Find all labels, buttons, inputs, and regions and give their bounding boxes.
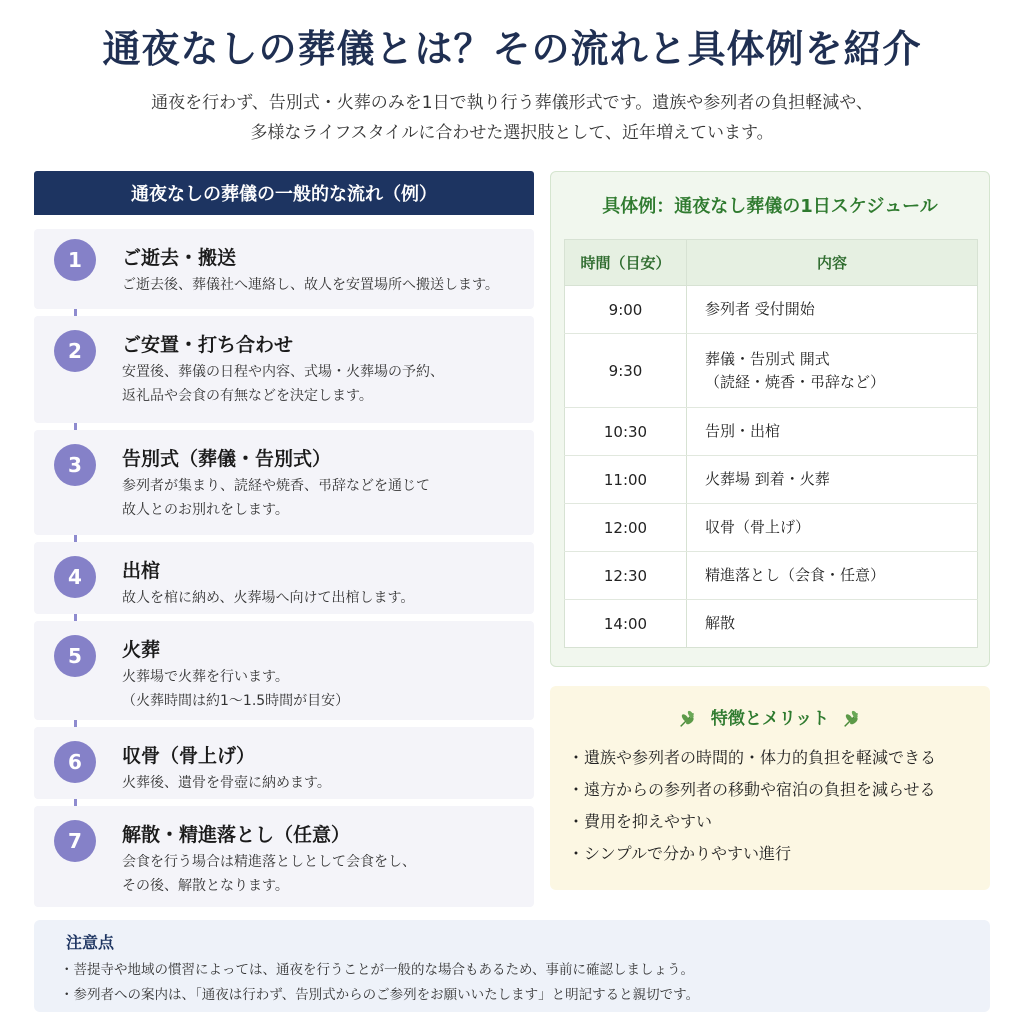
- step-description: 参列者が集まり、読経や焼香、弔辞などを通じて: [122, 478, 430, 494]
- notes-title: 注意点: [66, 933, 115, 952]
- schedule-content: [687, 408, 978, 456]
- schedule-time: 14:00: [565, 600, 687, 648]
- schedule-content-line: 火葬場 到着・火葬: [705, 470, 830, 488]
- notes-list: [60, 958, 699, 1008]
- table-row: [565, 504, 978, 552]
- step-description: 火葬場で火葬を行います。: [122, 669, 289, 685]
- list-item: ・シンプルで分かりやすい進行: [568, 844, 791, 863]
- schedule-table: [564, 239, 978, 648]
- schedule-content: [687, 286, 978, 334]
- list-item: ・遠方からの参列者の移動や宿泊の負担を減らせる: [568, 780, 936, 799]
- schedule-content-line: 参列者 受付開始: [705, 300, 815, 318]
- schedule-content: [687, 504, 978, 552]
- step-title: 火葬: [122, 639, 161, 661]
- subtitle-line: 通夜を行わず、告別式・火葬のみを1日で執り行う葬儀形式です。遺族や参列者の負担軽減や、: [151, 93, 873, 113]
- schedule-content: [687, 600, 978, 648]
- step-number-badge: 6: [54, 741, 96, 783]
- step-title: 告別式（葬儀・告別式）: [122, 448, 332, 470]
- column-header-content: 内容: [687, 240, 978, 286]
- schedule-content-line: 精進落とし（会食・任意）: [705, 566, 886, 584]
- flow-header: 通夜なしの葬儀の一般的な流れ（例）: [34, 171, 534, 215]
- schedule-time: 9:00: [565, 286, 687, 334]
- schedule-panel: [550, 171, 990, 667]
- step-title: ご安置・打ち合わせ: [122, 334, 294, 356]
- schedule-time: 11:00: [565, 456, 687, 504]
- flow-step: [34, 542, 534, 614]
- step-number-badge: 1: [54, 239, 96, 281]
- step-description: 故人とのお別れをします。: [122, 502, 289, 518]
- table-row: [565, 456, 978, 504]
- step-number-badge: 3: [54, 444, 96, 486]
- flow-step: [34, 430, 534, 535]
- flow-step: [34, 727, 534, 799]
- step-number-badge: 5: [54, 635, 96, 677]
- leaf-icon: [841, 708, 863, 730]
- leaf-icon: [677, 708, 699, 730]
- step-title: 出棺: [122, 560, 161, 582]
- step-title: 解散・精進落とし（任意）: [122, 824, 351, 846]
- schedule-content-line: 収骨（骨上げ）: [705, 518, 811, 536]
- merits-list: [568, 742, 936, 870]
- merits-heading: [550, 704, 990, 730]
- step-number-badge: 2: [54, 330, 96, 372]
- step-description: ご逝去後、葬儀社へ連絡し、故人を安置場所へ搬送します。: [122, 277, 499, 293]
- table-header-row: [565, 240, 978, 286]
- table-row: [565, 408, 978, 456]
- schedule-content: [687, 552, 978, 600]
- schedule-time: 10:30: [565, 408, 687, 456]
- schedule-time: 12:30: [565, 552, 687, 600]
- schedule-content-line: 解散: [705, 614, 736, 632]
- list-item: ・遺族や参列者の時間的・体力的負担を軽減できる: [568, 748, 937, 767]
- step-description: 安置後、葬儀の日程や内容、式場・火葬場の予約、: [122, 364, 444, 380]
- page-title: 通夜なしの葬儀とは？その流れと具体例を紹介: [102, 26, 922, 71]
- step-description: 火葬後、遺骨を骨壺に納めます。: [122, 775, 331, 791]
- table-row: [565, 334, 978, 408]
- flow-step: [34, 621, 534, 720]
- subtitle-line: 多様なライフスタイルに合わせた選択肢として、近年増えています。: [250, 123, 774, 143]
- schedule-content: [687, 456, 978, 504]
- list-item: ・参列者への案内は、「通夜は行わず、告別式からのご参列をお願いいたします」と明記すると親切です。: [60, 987, 700, 1003]
- merits-panel: [550, 686, 990, 890]
- schedule-title: 具体例：通夜なし葬儀の1日スケジュール: [602, 196, 938, 217]
- step-description: その後、解散となります。: [122, 878, 289, 894]
- step-title: ご逝去・搬送: [122, 247, 237, 269]
- schedule-content-line: 告別・出棺: [705, 422, 781, 440]
- flow-step: [34, 806, 534, 907]
- schedule-time: 9:30: [565, 334, 687, 408]
- table-row: [565, 600, 978, 648]
- step-number-badge: 4: [54, 556, 96, 598]
- column-header-time: 時間（目安）: [565, 240, 687, 286]
- step-description: 会食を行う場合は精進落としとして会食をし、: [122, 854, 416, 870]
- table-row: [565, 552, 978, 600]
- notes-panel: [34, 920, 990, 1012]
- step-description: 故人を棺に納め、火葬場へ向けて出棺します。: [122, 590, 415, 606]
- flow-step: [34, 229, 534, 309]
- schedule-content: [687, 334, 978, 408]
- step-description: 返礼品や会食の有無などを決定します。: [122, 388, 373, 404]
- merits-title: 特徴とメリット: [710, 709, 830, 729]
- schedule-content-line: 葬儀・告別式 開式: [705, 349, 830, 368]
- schedule-content-line: （読経・焼香・弔辞など）: [705, 372, 886, 391]
- table-row: [565, 286, 978, 334]
- step-title: 収骨（骨上げ）: [122, 745, 256, 767]
- schedule-time: 12:00: [565, 504, 687, 552]
- page-subtitle: [0, 88, 1024, 148]
- flow-step: [34, 316, 534, 423]
- list-item: ・菩提寺や地域の慣習によっては、通夜を行うことが一般的な場合もあるため、事前に確認しましょう。: [60, 962, 694, 978]
- step-number-badge: 7: [54, 820, 96, 862]
- step-description: （火葬時間は約1～1.5時間が目安）: [122, 693, 350, 709]
- list-item: ・費用を抑えやすい: [568, 812, 713, 831]
